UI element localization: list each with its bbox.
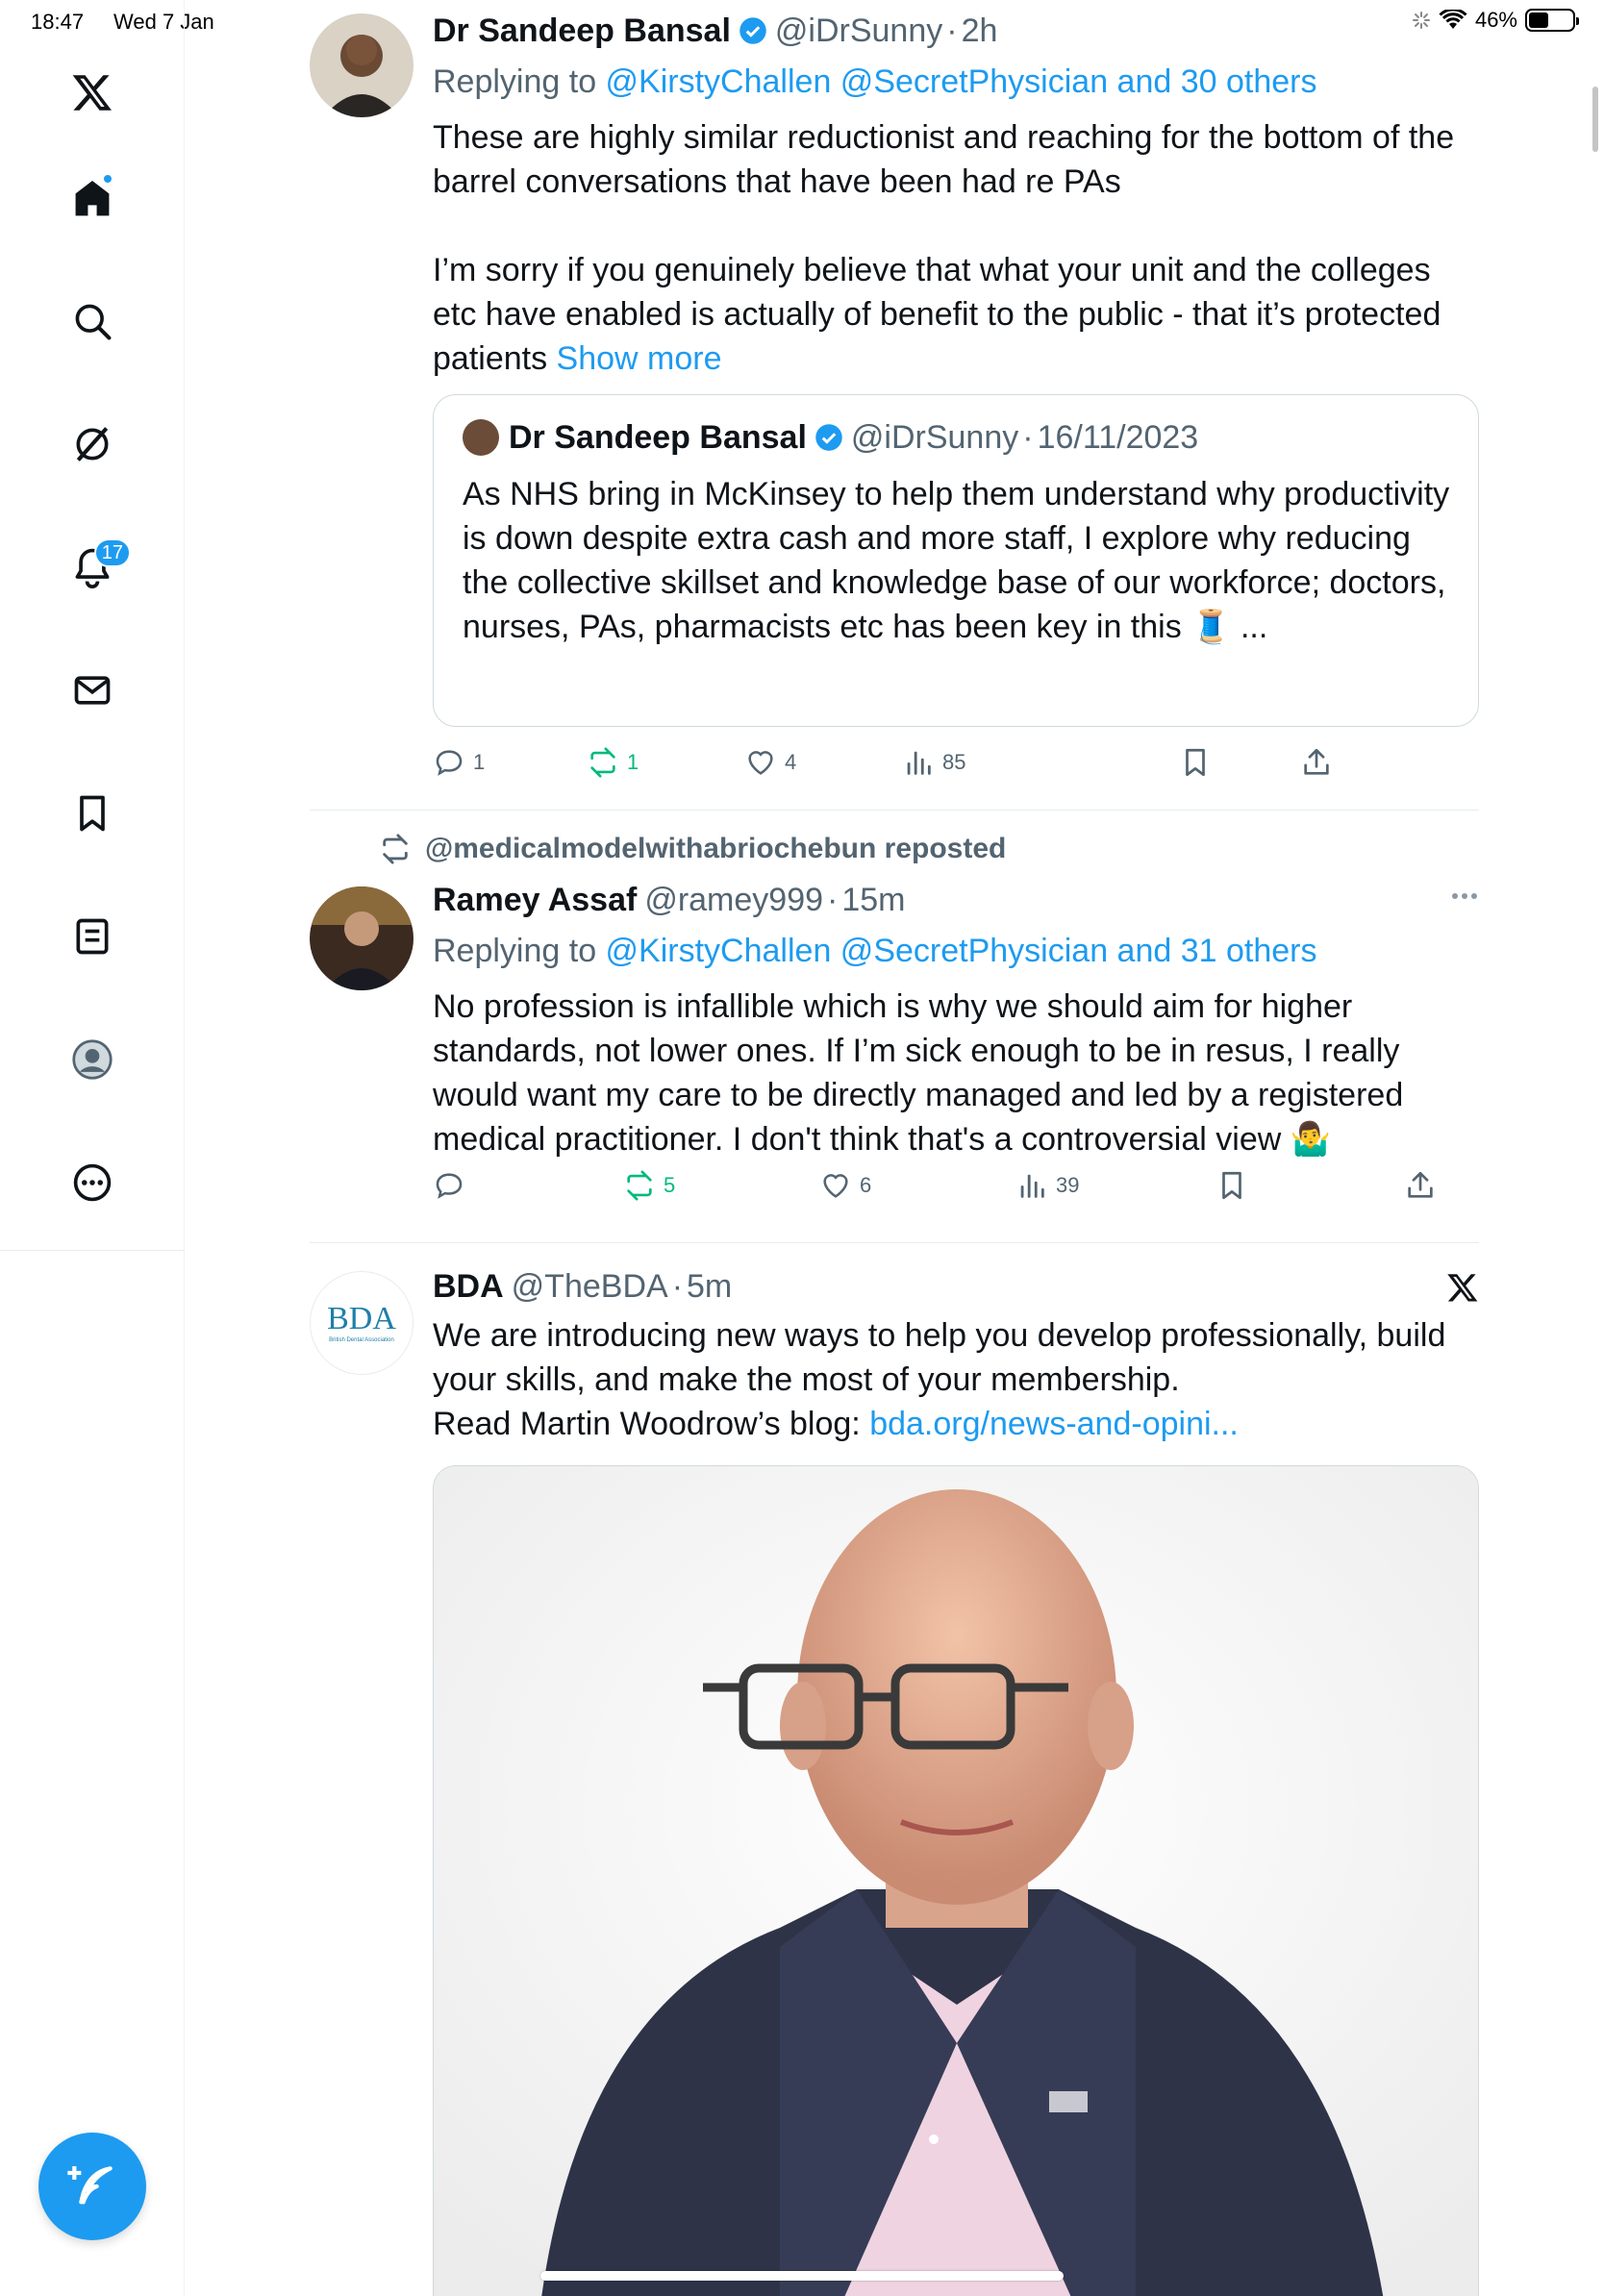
tweet-paragraph: Read Martin Woodrow’s blog: — [433, 1406, 870, 1442]
quoted-author-handle: @iDrSunny — [850, 419, 1019, 456]
replying-to — [433, 929, 1479, 973]
home-icon[interactable] — [62, 167, 123, 229]
tweet-text — [433, 115, 1479, 381]
tweet-separator — [310, 810, 1479, 811]
post-time[interactable]: 5m — [687, 1268, 733, 1305]
quoted-author-name: Dr Sandeep Bansal — [509, 419, 807, 456]
like-button[interactable] — [819, 1169, 871, 1202]
notification-badge: 17 — [94, 538, 131, 567]
quoted-tweet[interactable] — [433, 394, 1479, 727]
battery-percent: 46% — [1474, 8, 1517, 32]
avatar[interactable] — [310, 1271, 414, 1375]
bookmark-button[interactable] — [1216, 1169, 1248, 1202]
separator-dot: · — [671, 1268, 684, 1305]
views-chart-icon — [1015, 1169, 1048, 1202]
avatar[interactable] — [310, 13, 414, 117]
bookmark-icon — [1216, 1169, 1248, 1202]
views-chart-icon — [902, 746, 935, 779]
replying-to — [433, 60, 1479, 104]
status-time: 18:47 — [31, 10, 85, 34]
views-button[interactable] — [902, 746, 965, 779]
x-logo-icon[interactable] — [62, 62, 123, 123]
replying-to-links[interactable]: @KirstyChallen @SecretPhysician and 30 others — [605, 63, 1317, 100]
share-button[interactable] — [1300, 746, 1333, 779]
views-count: 85 — [942, 750, 966, 774]
scrollbar[interactable] — [1592, 87, 1598, 152]
quoted-date: 16/11/2023 — [1037, 419, 1199, 456]
views-count: 39 — [1056, 1173, 1080, 1197]
author-handle[interactable]: @ramey999 — [644, 882, 824, 918]
tweet-text — [433, 1313, 1479, 1446]
home-indicator[interactable] — [540, 2271, 1064, 2281]
x-brand-icon[interactable] — [1446, 1271, 1479, 1304]
quoted-tweet-header — [463, 416, 1198, 459]
bookmark-button[interactable] — [1179, 746, 1212, 779]
search-icon[interactable] — [62, 290, 123, 352]
tweet[interactable] — [310, 10, 1479, 808]
reply-icon — [433, 746, 465, 779]
share-button[interactable] — [1404, 1169, 1437, 1202]
separator-dot: · — [827, 882, 839, 918]
post-time[interactable]: 15m — [841, 882, 906, 918]
tweet[interactable] — [310, 1265, 1479, 2296]
author-handle[interactable]: @iDrSunny — [774, 12, 943, 49]
repost-count: 5 — [664, 1173, 676, 1197]
tweet-header — [433, 1265, 1479, 1308]
home-unread-dot — [102, 173, 113, 185]
like-count: 6 — [860, 1173, 872, 1197]
author-name[interactable]: Dr Sandeep Bansal — [433, 12, 731, 49]
tweet-actions — [433, 1169, 1481, 1208]
tweet-header — [433, 879, 1479, 921]
compose-feather-icon — [65, 2159, 119, 2213]
heart-icon — [819, 1169, 852, 1202]
author-name[interactable]: Ramey Assaf — [433, 882, 638, 918]
status-date: Wed 7 Jan — [113, 10, 214, 34]
bookmark-icon — [1179, 746, 1212, 779]
blog-link[interactable]: bda.org/news-and-opini... — [869, 1406, 1239, 1442]
grok-icon[interactable] — [62, 413, 123, 475]
replying-prefix: Replying to — [433, 63, 606, 100]
replying-prefix: Replying to — [433, 933, 606, 969]
verified-badge-icon — [739, 16, 767, 45]
avatar[interactable] — [310, 886, 414, 990]
tweet-header — [433, 10, 1479, 52]
bookmarks-icon[interactable] — [62, 783, 123, 844]
notifications-icon[interactable] — [62, 537, 123, 598]
repost-icon — [623, 1169, 656, 1202]
tweet-paragraph: These are highly similar reductionist and reaching for the bottom of the barrel conversations that have been had re PAs — [433, 119, 1455, 200]
reply-icon — [433, 1169, 465, 1202]
repost-count: 1 — [627, 750, 639, 774]
repost-indicator — [379, 833, 1006, 865]
portrait-photo — [434, 1466, 1479, 2296]
like-count: 4 — [785, 750, 797, 774]
author-name[interactable]: BDA — [433, 1268, 504, 1305]
tweet[interactable] — [310, 833, 1479, 1236]
repost-button[interactable] — [623, 1169, 675, 1202]
sidebar-divider — [0, 1250, 185, 1251]
views-button[interactable] — [1015, 1169, 1079, 1202]
reposted-by[interactable]: @medicalmodelwithabriochebun reposted — [425, 833, 1007, 864]
separator-dot: · — [946, 12, 958, 49]
reply-count: 1 — [473, 750, 486, 774]
replying-to-links[interactable]: @KirstyChallen @SecretPhysician and 31 others — [605, 933, 1317, 969]
sidebar — [0, 0, 185, 2296]
compose-post-button[interactable] — [38, 2133, 146, 2240]
quoted-avatar — [463, 419, 499, 456]
tweet-actions — [433, 746, 1481, 785]
more-options-icon[interactable] — [1450, 890, 1479, 902]
reply-button[interactable] — [433, 1169, 473, 1202]
repost-icon — [587, 746, 619, 779]
tweet-paragraph: I’m sorry if you genuinely believe that what your unit and the colleges etc have enabled is actually of benefit to the public - that it’s protected patients — [433, 252, 1441, 377]
quoted-tweet-text: As NHS bring in McKinsey to help them understand why productivity is down despite extra cash and more staff, I explore why reducing the collective skillset and knowledge base of our workforce; doctors, nurses, PAs, pharmacists etc has been key in this 🧵 ... — [463, 476, 1450, 645]
share-icon — [1300, 746, 1333, 779]
tweet-separator — [310, 1242, 1479, 1243]
heart-icon — [744, 746, 777, 779]
post-image[interactable] — [433, 1465, 1479, 2296]
more-icon[interactable] — [62, 1152, 123, 1213]
show-more-link[interactable]: Show more — [556, 340, 722, 377]
battery-icon — [1525, 9, 1575, 32]
like-button[interactable] — [744, 746, 796, 779]
tweet-text: No profession is infallible which is why we should aim for higher standards, not lower ones. If I’m sick enough to be in resus, I really would want my care to be directly managed and led by a registered medical practitioner. I don't think that's a controversial view 🤷‍♂️ — [433, 988, 1404, 1158]
repost-button[interactable] — [587, 746, 639, 779]
post-time[interactable]: 2h — [961, 12, 998, 49]
avatar-logo-text: BDA — [327, 1301, 396, 1336]
repost-icon — [379, 833, 412, 865]
verified-badge-icon — [815, 423, 843, 452]
lists-icon[interactable] — [62, 906, 123, 967]
messages-icon[interactable] — [62, 660, 123, 721]
separator-dot: · — [1022, 419, 1034, 456]
reply-button[interactable] — [433, 746, 485, 779]
share-icon — [1404, 1169, 1437, 1202]
tweet-paragraph: We are introducing new ways to help you develop professionally, build your skills, and make the most of your membership. — [433, 1317, 1446, 1398]
profile-avatar-icon[interactable] — [62, 1029, 123, 1090]
avatar-logo-subtext: British Dental Association — [329, 1337, 394, 1343]
author-handle[interactable]: @TheBDA — [511, 1268, 668, 1305]
